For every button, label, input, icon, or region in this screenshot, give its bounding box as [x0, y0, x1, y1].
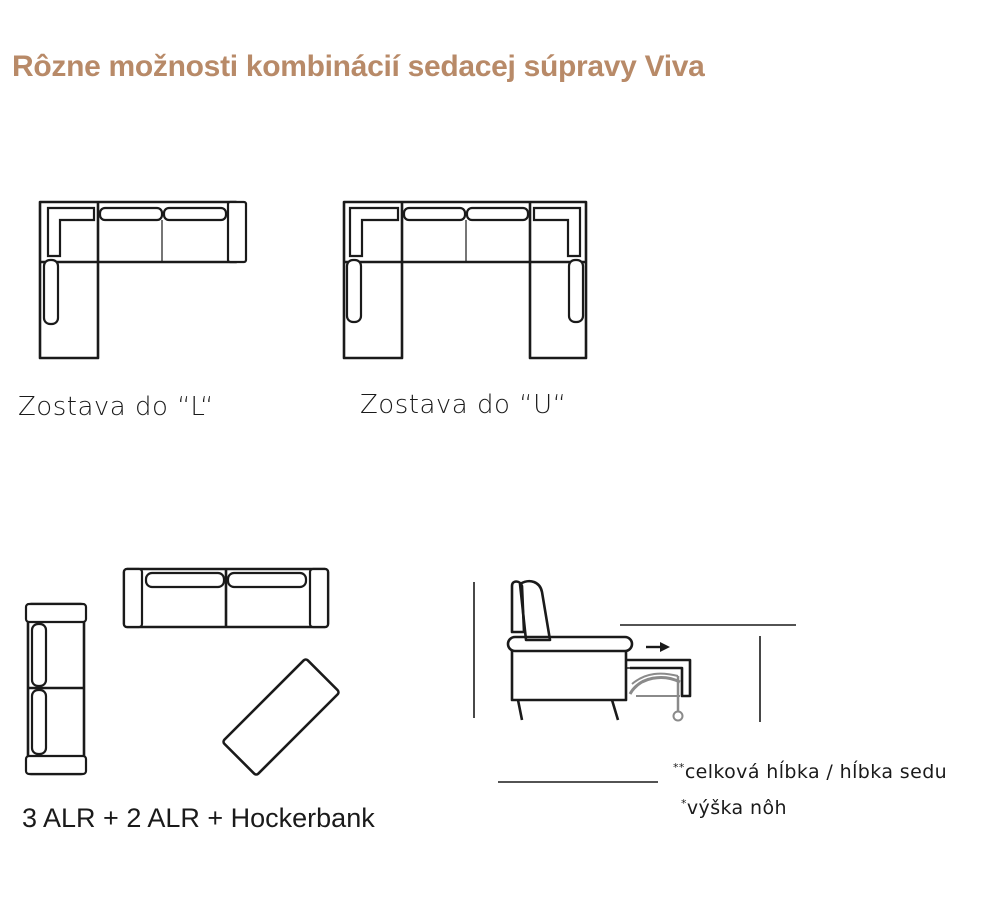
combination-diagram [26, 569, 340, 776]
u-shape-diagram [344, 202, 586, 358]
depth-note [673, 761, 947, 783]
l-shape-caption: Zostava do “L“ [18, 392, 215, 422]
l-shape-diagram [40, 202, 246, 358]
depth-note-mark: ** [673, 761, 685, 774]
side-view-diagram [474, 581, 796, 782]
height-note-mark: * [681, 797, 687, 810]
u-shape-caption: Zostava do “U“ [360, 390, 567, 420]
page-title: Rôzne možnosti kombinácií sedacej súpravy Viva [12, 50, 705, 83]
depth-note-text: celková hĺbka / hĺbka sedu [684, 761, 948, 783]
combination-caption: 3 ALR + 2 ALR + Hockerbank [22, 803, 375, 833]
height-note-text: výška nôh [686, 797, 787, 819]
height-note [681, 797, 787, 819]
